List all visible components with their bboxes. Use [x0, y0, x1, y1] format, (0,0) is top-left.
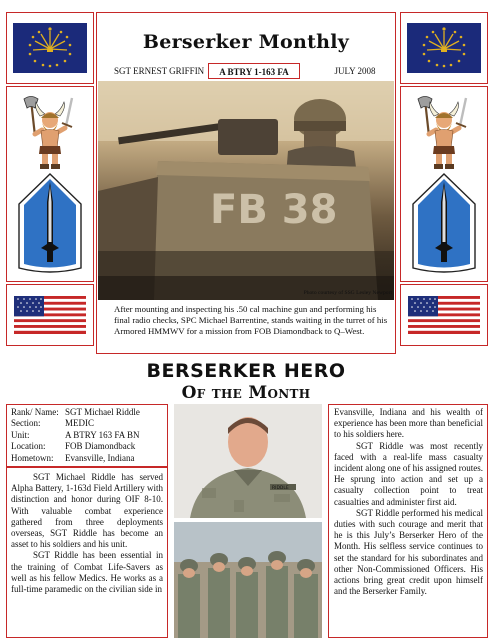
hero-story-right [334, 407, 483, 597]
hero-subheading: Of the Month [181, 383, 311, 403]
division-patch-icon [411, 172, 477, 278]
photo-caption: After mounting and inspecting his .50 cal machine gun and performing his final radio checks, SPC Michael Barrentine, stands waiting in the turret of his Armored HMMWV for a mission from FOB Diamondback to Q–West. [114, 304, 388, 336]
indiana-flag-icon [13, 23, 87, 73]
bio-label: Location: [11, 441, 46, 452]
division-patch-icon [17, 172, 83, 278]
bio-label: Hometown: [11, 452, 54, 463]
story-paragraph: SGT Riddle has been essential in the training of Combat Life-Savers as well as his fellow Medics. He works as a full-time paramedic on the civilian side in [11, 550, 163, 595]
indiana-flag-frame-left [6, 12, 94, 84]
unit-label: A BTRY 1-163 FA [208, 63, 300, 79]
berserker-warrior-icon [20, 96, 80, 170]
bio-row [11, 407, 140, 418]
hero-portrait-photo [174, 404, 322, 518]
bio-label: Unit: [11, 429, 30, 440]
bio-value: A BTRY 163 FA BN [65, 429, 140, 440]
story-paragraph: SGT Michael Riddle has served Alpha Battery, 1-163d Field Artillery with distinction and honor during OIF 8-10. With valuable combat experience gathered from three deployments overseas, SGT Riddle has become an asset to his soldiers and his unit. [11, 472, 163, 550]
author-name: SGT ERNEST GRIFFIN [114, 66, 205, 76]
cover-photo [98, 81, 394, 300]
bio-value: FOB Diamondback [65, 441, 136, 452]
story-paragraph: Evansville, Indiana and his wealth of experience has been more than beneficial to his soldiers here. [334, 407, 483, 440]
bio-label: Section: [11, 418, 41, 429]
hero-group-photo [174, 522, 322, 638]
bio-divider [6, 466, 168, 468]
hero-bio-table [11, 407, 140, 464]
bio-row [11, 430, 140, 441]
cover-photo-illustration [98, 81, 394, 300]
bio-label: Rank/ Name: [11, 407, 59, 417]
story-paragraph: SGT Riddle was most recently faced with a real-life mass casualty incident along one of his assigned routes. He sprung into action and set up a casualty collection point to treat casualties and administer first aid. [334, 440, 483, 507]
bio-value: SGT Michael Riddle [65, 407, 140, 417]
story-paragraph: SGT Riddle performed his medical duties with such courage and merit that he is this July’s Berserker Hero of the Month. His selfless service continues to set the standard for his subordinates and other Non-Commissioned Officers. His actions bring great credit upon himself and the Berserker Family. [334, 507, 483, 597]
portrait-name-tape: RIDDLE [272, 486, 289, 491]
us-flag-frame-left [6, 284, 94, 346]
bio-value: MEDIC [65, 418, 94, 429]
bio-row [11, 441, 140, 452]
issue-date: JULY 2008 [334, 66, 376, 76]
newsletter-title: Berserker Monthly [142, 31, 350, 53]
photo-credit: Photo courtesy of SSG Lesley Newport [303, 290, 392, 296]
bio-value: Evansville, Indiana [65, 452, 135, 463]
us-flag-icon [14, 296, 86, 334]
us-flag-icon [408, 296, 480, 334]
indiana-flag-icon [407, 23, 481, 73]
bio-row [11, 453, 140, 464]
hero-story-left [11, 472, 163, 595]
us-flag-frame-right [400, 284, 488, 346]
berserker-warrior-icon [414, 96, 474, 170]
vehicle-marking: FB 38 [210, 187, 338, 233]
indiana-flag-frame-right [400, 12, 488, 84]
bio-row [11, 418, 140, 429]
hero-heading: BERSERKER HERO [146, 360, 346, 382]
